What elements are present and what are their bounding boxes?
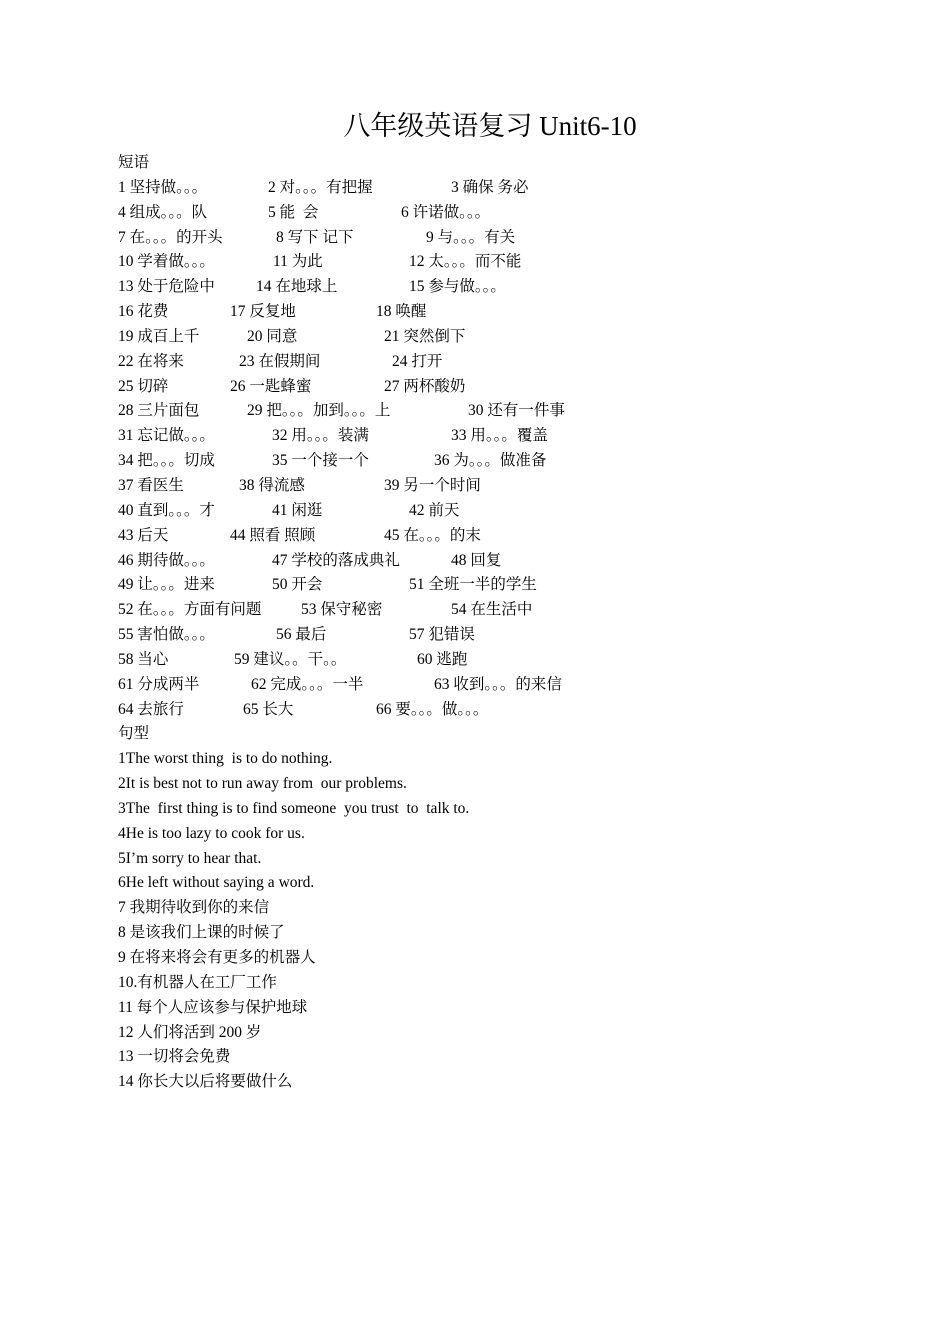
phrase-item: 56 最后 (276, 626, 327, 644)
phrase-row (118, 325, 469, 350)
phrase-item: 55 害怕做。。。 (118, 626, 215, 644)
sentence-item (118, 1021, 469, 1046)
phrase-item: 15 参与做。。。 (409, 278, 506, 296)
phrase-item: 63 收到。。。的来信 (434, 675, 562, 693)
phrase-row (118, 176, 529, 201)
phrase-row (118, 698, 489, 723)
phrase-item: 16 花费 (118, 303, 169, 321)
phrase-item: 10 学着做。。。 (118, 253, 215, 271)
phrase-item: 40 直到。。。才 (118, 501, 215, 519)
phrase-item: 54 在生活中 (451, 601, 533, 619)
phrase-item: 53 保守秘密 (301, 601, 383, 619)
phrase-item: 51 全班一半的学生 (409, 576, 537, 594)
phrase-item: 45 在。。。的末 (384, 526, 481, 544)
phrase-item: 38 得流感 (239, 476, 305, 494)
phrase-item: 7 在。。。的开头 (118, 228, 223, 246)
phrase-item: 61 分成两半 (118, 675, 200, 693)
phrase-item: 39 另一个时间 (384, 476, 481, 494)
phrase-item: 65 长大 (243, 700, 294, 718)
sentence-text: 11 每个人应该参与保护地球 (118, 998, 308, 1016)
phrase-item: 60 逃跑 (417, 650, 468, 668)
phrase-row (118, 201, 491, 226)
phrase-item: 30 还有一件事 (468, 402, 565, 420)
sentence-text: 12 人们将活到 200 岁 (118, 1023, 262, 1041)
sentence-text: 9 在将来将会有更多的机器人 (118, 949, 316, 966)
phrase-item: 35 一个接一个 (272, 452, 369, 470)
phrase-item: 22 在将来 (118, 352, 184, 370)
sentence-item (118, 1070, 469, 1095)
phrase-item: 36 为。。。做准备 (434, 452, 547, 470)
phrase-item: 59 建议。。干。。 (234, 650, 347, 668)
phrase-item: 2 对。。。有把握 (268, 178, 373, 196)
sentence-item (118, 971, 469, 996)
phrase-item: 42 前天 (409, 501, 460, 519)
sentence-text: 8 是该我们上课的时候了 (118, 924, 285, 942)
phrases-heading-text: 短语 (118, 154, 150, 171)
phrase-row (118, 474, 481, 499)
sentence-text: 6He left without saying a word. (118, 874, 315, 892)
phrase-row (118, 598, 533, 623)
sentence-item (118, 921, 469, 946)
document-body (118, 151, 565, 1095)
sentence-item (118, 996, 469, 1021)
phrase-row (118, 350, 469, 375)
sentence-item (118, 747, 469, 772)
phrase-list (118, 176, 565, 723)
phrase-item: 52 在。。。方面有问题 (118, 601, 262, 619)
phrase-item: 33 用。。。覆盖 (451, 427, 548, 445)
phrase-item: 57 犯错误 (409, 626, 475, 644)
phrase-item: 13 处于危险中 (118, 278, 215, 296)
phrase-item: 62 完成。。。一半 (251, 675, 364, 693)
phrase-row (118, 524, 481, 549)
phrase-row (118, 275, 506, 300)
phrase-item: 26 一匙蜂蜜 (230, 377, 312, 395)
phrase-item: 46 期待做。。。 (118, 551, 215, 569)
phrase-row (118, 300, 469, 325)
sentence-text: 13 一切将会免费 (118, 1048, 231, 1066)
phrase-item: 18 唤醒 (376, 303, 427, 321)
phrase-item: 19 成百上千 (118, 327, 200, 345)
phrase-item: 4 组成。。。队 (118, 203, 208, 221)
sentence-item (118, 772, 469, 797)
phrase-item: 17 反复地 (230, 303, 296, 321)
sentence-text: 10.有机器人在工厂工作 (118, 973, 277, 991)
phrase-item: 23 在假期间 (239, 352, 321, 370)
phrase-item: 66 要。。。做。。。 (376, 700, 489, 718)
phrase-row (118, 549, 502, 574)
phrase-item: 3 确保 务必 (451, 178, 529, 196)
sentences-heading-text: 句型 (118, 725, 150, 743)
phrases-heading (118, 151, 469, 176)
phrase-item: 9 与。。。有关 (426, 228, 516, 246)
sentence-item (118, 797, 469, 822)
sentence-text: 3The first thing is to find someone you trust to talk to. (118, 799, 470, 817)
phrase-item: 41 闲逛 (272, 501, 323, 519)
phrase-item: 43 后天 (118, 526, 169, 544)
phrase-row (118, 375, 469, 400)
phrase-item: 20 同意 (247, 327, 298, 345)
sentence-item (118, 847, 469, 872)
sentence-item (118, 946, 469, 971)
sentence-item (118, 896, 469, 921)
phrase-item: 31 忘记做。。。 (118, 427, 215, 445)
phrase-item: 5 能 会 (268, 203, 319, 221)
phrase-item: 49 让。。。进来 (118, 576, 215, 594)
phrase-row (118, 499, 469, 524)
phrase-item: 1 坚持做。。。 (118, 178, 208, 196)
sentence-item (118, 871, 469, 896)
phrase-row (118, 226, 516, 251)
phrase-item: 29 把。。。加到。。。上 (247, 402, 391, 420)
phrase-item: 64 去旅行 (118, 700, 184, 718)
sentences-heading (118, 722, 469, 747)
sentence-text: 7 我期待收到你的来信 (118, 899, 270, 917)
sentence-text: 2It is best not to run away from our problems. (118, 775, 407, 793)
phrase-item: 48 回复 (451, 551, 502, 569)
phrase-item: 11 为此 (273, 253, 323, 271)
sentence-text: 5I’m sorry to hear that. (118, 849, 262, 867)
phrase-item: 47 学校的落成典礼 (272, 551, 400, 569)
phrase-item: 44 照看 照顾 (230, 526, 316, 544)
phrase-item: 37 看医生 (118, 476, 184, 494)
phrase-row (118, 449, 547, 474)
phrase-row (118, 648, 469, 673)
phrase-item: 14 在地球上 (256, 278, 338, 296)
phrase-row (118, 250, 522, 275)
phrase-item: 8 写下 记下 (276, 228, 354, 246)
phrase-item: 24 打开 (392, 352, 443, 370)
phrase-item: 58 当心 (118, 650, 169, 668)
phrase-row (118, 424, 548, 449)
phrase-item: 6 许诺做。。。 (401, 203, 491, 221)
sentence-item (118, 822, 469, 847)
sentence-text: 4He is too lazy to cook for us. (118, 824, 305, 842)
phrase-item: 12 太。。。而不能 (409, 253, 522, 271)
phrase-item: 27 两杯酸奶 (384, 377, 466, 395)
page-title: 八年级英语复习 Unit6-10 (343, 111, 637, 141)
sentence-text: 14 你长大以后将要做什么 (118, 1073, 293, 1091)
phrase-row (118, 673, 562, 698)
phrase-item: 25 切碎 (118, 377, 169, 395)
sentence-list (118, 747, 469, 1095)
phrase-item: 28 三片面包 (118, 402, 200, 420)
phrase-row (118, 573, 537, 598)
phrase-row (118, 399, 565, 424)
sentence-text: 1The worst thing is to do nothing. (118, 750, 333, 768)
phrase-item: 50 开会 (272, 576, 323, 594)
phrase-row (118, 623, 475, 648)
phrase-item: 32 用。。。装满 (272, 427, 369, 445)
phrase-item: 21 突然倒下 (384, 327, 466, 345)
phrase-item: 34 把。。。切成 (118, 452, 215, 470)
sentence-item (118, 1045, 469, 1070)
